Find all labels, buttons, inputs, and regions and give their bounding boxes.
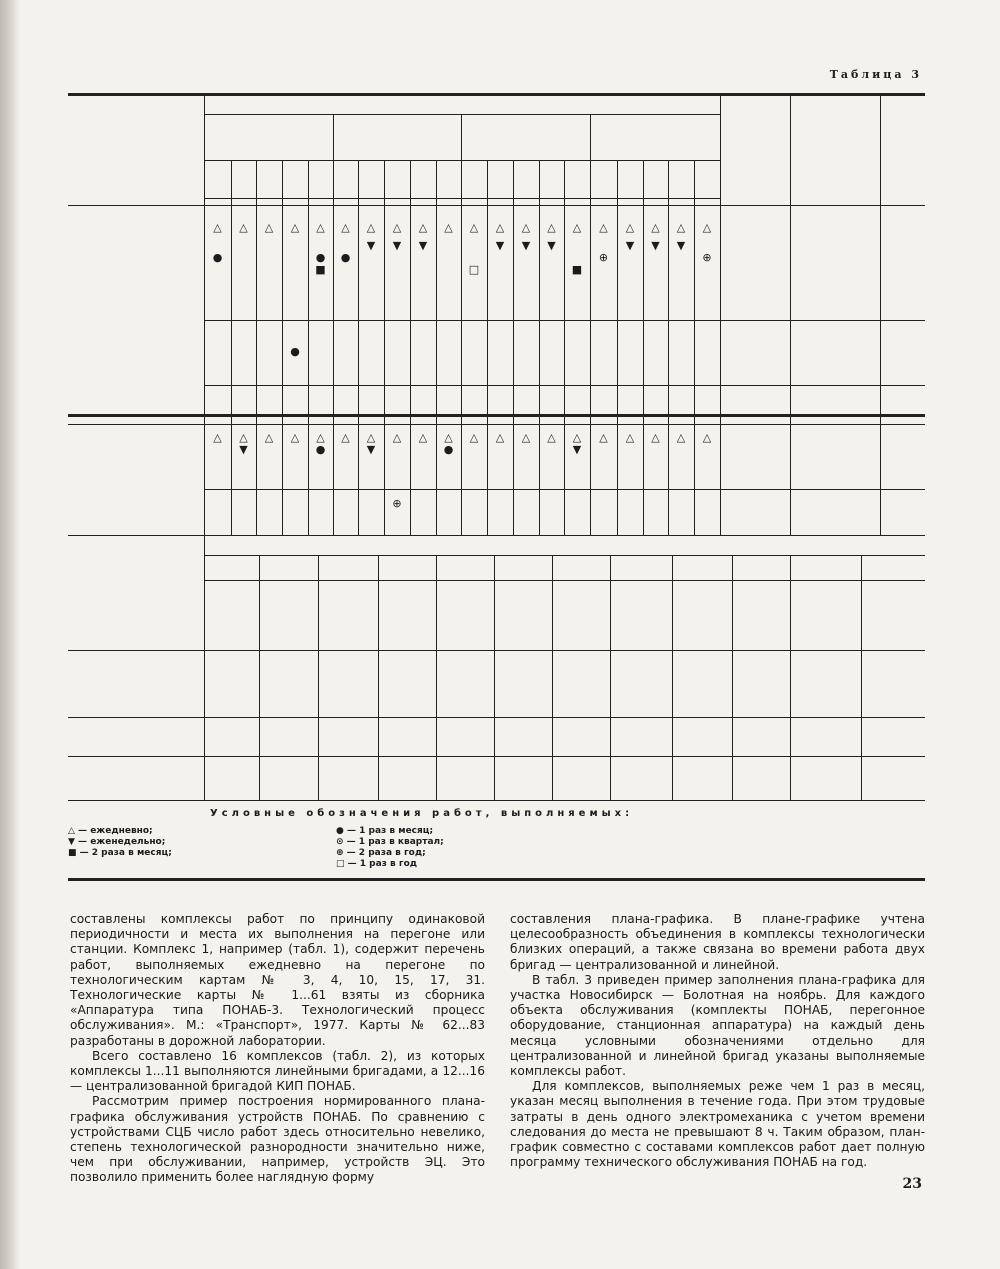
schedule-mark-icon: △ <box>469 221 479 234</box>
schedule-mark-icon: △ <box>495 221 505 234</box>
header-day <box>282 162 308 196</box>
schedule-mark-icon: △ <box>392 431 402 444</box>
page-number: 23 <box>902 1176 922 1192</box>
table-rule <box>68 650 925 651</box>
table-rule <box>68 535 925 536</box>
schedule-mark-icon: △ <box>290 431 300 444</box>
schedule-mark-icon: ■ <box>315 263 326 276</box>
table-rule <box>694 160 695 535</box>
labor-value <box>610 695 672 709</box>
schedule-mark-icon: ▼ <box>418 239 428 252</box>
schedule-mark-icon: ⊕ <box>392 497 402 510</box>
schedule-mark-icon: △ <box>418 431 428 444</box>
schedule-mark-icon: △ <box>521 221 531 234</box>
table-rule <box>68 205 925 206</box>
table-section-rule <box>68 414 925 417</box>
labor-month <box>318 557 378 579</box>
labor-value <box>552 628 610 642</box>
header-complexes <box>790 95 880 203</box>
labor-value <box>204 772 259 786</box>
labor-value <box>861 731 925 745</box>
labor-value <box>436 695 494 709</box>
table-rule <box>861 555 862 800</box>
table-rule <box>436 160 437 535</box>
schedule-mark-icon: △ <box>572 221 582 234</box>
labor-value <box>861 772 925 786</box>
paragraph: Для комплексов, выполняемых реже чем 1 раз в месяц, указан месяц выполнения в течение года. При этом трудовые затраты в день одного электромеханика с учетом времени следования до места не превышают 8 ч. Таким образом, план-график совместно с составами комплексов работ дает полную программу технического обслуживания ПОНАБ на год. <box>510 1079 925 1170</box>
schedule-mark-icon: △ <box>651 221 660 234</box>
executor-cb-1 <box>880 345 925 359</box>
header-day <box>358 162 384 196</box>
legend-item: □ — 1 раз в год <box>336 859 418 869</box>
table-rule <box>204 555 925 556</box>
labor-value <box>790 695 861 709</box>
labor-value <box>259 628 318 642</box>
book-spine-shadow <box>0 0 20 1269</box>
object-ponab <box>68 212 204 246</box>
schedule-mark-icon: ⊕ <box>702 251 712 264</box>
table-rule <box>318 555 319 800</box>
table-rule <box>672 555 673 800</box>
paragraph: Рассмотрим пример построения нормированного плана-графика обслуживания устройств ПОНАБ. По сравнению с устройствами СЦБ число работ здесь относительно невелико, степень технологической разнородности значительно ниже, чем при обслуживании, например, устройств ЭЦ. Это позволило применить более наглядную форму <box>70 1094 485 1185</box>
table-caption: Таблица 3 <box>829 68 922 81</box>
schedule-mark-icon: △ <box>264 221 274 234</box>
table-rule <box>564 160 565 535</box>
labor-value <box>790 731 861 745</box>
labor-value <box>732 731 790 745</box>
schedule-mark-icon: △ <box>625 431 635 444</box>
labor-month <box>610 557 672 579</box>
labor-month <box>378 557 436 579</box>
labor-value <box>318 731 378 745</box>
labor-value <box>378 628 436 642</box>
table-rule <box>643 160 644 535</box>
schedule-mark-icon: ▼ <box>366 239 376 252</box>
schedule-mark-icon: ● <box>315 443 326 456</box>
schedule-mark-icon: △ <box>572 431 582 444</box>
header-week <box>204 116 333 158</box>
schedule-mark-icon: △ <box>599 221 608 234</box>
labor-month <box>672 557 732 579</box>
header-designation <box>720 95 790 203</box>
labor-value <box>318 695 378 709</box>
schedule-mark-icon: ▼ <box>572 443 582 456</box>
labor-value <box>378 731 436 745</box>
header-day <box>668 162 694 196</box>
table-rule <box>358 160 359 535</box>
table-rule <box>790 555 791 800</box>
labor-value <box>790 628 861 642</box>
labor-value <box>552 695 610 709</box>
table-rule <box>333 160 334 535</box>
labor-month <box>732 557 790 579</box>
schedule-mark-icon: △ <box>213 431 222 444</box>
schedule-mark-icon: △ <box>316 221 325 234</box>
paragraph: составления плана-графика. В плане-графике учтена целесообразность объединения в комплексы технологически близких операций, а также связана во времени работа двух бригад — централизованной и линейной. <box>510 912 925 972</box>
labor-month <box>204 557 259 579</box>
schedule-mark-icon: △ <box>676 431 686 444</box>
schedule-mark-icon: ● <box>212 251 223 264</box>
header-day <box>487 162 513 196</box>
paragraph: составлены комплексы работ по принципу одинаковой периодичности и места их выполнения на перегоне или станции. Комплекс 1, например (табл. 1), содержит перечень работ, выполняемых ежедневно на перегоне по технологическим картам № 3, 4, 10, 15, 17, 31. Технологические карты № 1...61 взяты из сборника «Аппаратура типа ПОНАБ-3. Технологический процесс обслуживания». М.: «Транспорт», 1977. Карты № 62...83 разработаны в дорожной лаборатории. <box>70 912 485 1048</box>
labor-value <box>610 731 672 745</box>
labor-value <box>318 772 378 786</box>
table-rule <box>552 555 553 800</box>
schedule-mark-icon: △ <box>547 221 556 234</box>
table-rule <box>494 555 495 800</box>
labor-value <box>259 772 318 786</box>
designation-lb-2 <box>720 428 790 476</box>
object-receivers <box>68 446 204 480</box>
labor-value <box>259 695 318 709</box>
labor-month <box>259 557 318 579</box>
labor-value <box>552 772 610 786</box>
schedule-mark-icon: △ <box>366 221 376 234</box>
executor-lb-1 <box>880 228 925 242</box>
designation-cb-1 <box>720 332 790 372</box>
header-object <box>68 120 204 180</box>
schedule-mark-icon: ▼ <box>651 239 660 252</box>
complexes-cb-2 <box>790 497 880 523</box>
schedule-mark-icon: △ <box>651 431 660 444</box>
table-rule <box>610 555 611 800</box>
complexes-cb-1 <box>790 333 880 371</box>
schedule-mark-icon: △ <box>213 221 222 234</box>
schedule-mark-icon: △ <box>341 221 350 234</box>
executor-cb-2 <box>880 497 925 511</box>
labor-month <box>494 557 552 579</box>
legend-title: Условные обозначения работ, выполняемых: <box>210 808 634 819</box>
table-rule <box>308 160 309 535</box>
schedule-mark-icon: △ <box>625 221 635 234</box>
schedule-mark-icon: △ <box>444 431 453 444</box>
labor-value <box>378 772 436 786</box>
schedule-mark-icon: ⊕ <box>598 251 609 264</box>
labor-value <box>732 628 790 642</box>
labor-month <box>790 557 861 579</box>
labor-value <box>610 772 672 786</box>
schedule-mark-icon: △ <box>495 431 505 444</box>
table-rule <box>461 160 462 535</box>
header-day <box>333 162 358 196</box>
labor-value <box>790 772 861 786</box>
labor-value <box>436 731 494 745</box>
complexes-lb-2 <box>790 428 880 454</box>
schedule-mark-icon: ▼ <box>521 239 531 252</box>
legend-item: ⊙ — 1 раз в квартал; <box>336 837 444 847</box>
paragraph: Всего составлено 16 комплексов (табл. 2), из которых комплексы 1...11 выполняются линейными бригадами, а 12...16 — централизованной бригадой КИП ПОНАБ. <box>70 1048 485 1094</box>
labor-value <box>204 628 259 642</box>
table-rule <box>410 160 411 535</box>
header-weeks-title <box>204 95 720 113</box>
schedule-mark-icon: △ <box>316 431 325 444</box>
table-rule <box>590 160 591 535</box>
table-rule <box>436 555 437 800</box>
labor-value <box>732 772 790 786</box>
legend-item: ▼ — еженедельно; <box>68 837 166 847</box>
labor-month <box>436 557 494 579</box>
schedule-mark-icon: △ <box>599 431 608 444</box>
schedule-mark-icon: ● <box>315 251 326 264</box>
header-week <box>333 116 461 158</box>
labor-value <box>672 731 732 745</box>
schedule-mark-icon: ● <box>340 251 351 264</box>
header-day <box>436 162 461 196</box>
legend-item: ⊕ — 2 раза в год; <box>336 848 426 858</box>
schedule-mark-icon: △ <box>547 431 556 444</box>
header-day <box>231 162 256 196</box>
header-day <box>461 162 487 196</box>
labor-month <box>861 557 925 579</box>
labor-value <box>861 628 925 642</box>
labor-month <box>552 557 610 579</box>
schedule-mark-icon: △ <box>290 221 300 234</box>
labor-value <box>672 628 732 642</box>
labor-value <box>318 628 378 642</box>
labor-value <box>436 772 494 786</box>
labor-value <box>552 731 610 745</box>
executor-lb-2 <box>880 440 925 454</box>
header-executors <box>896 115 908 187</box>
header-day <box>643 162 668 196</box>
header-day <box>564 162 590 196</box>
schedule-mark-icon: △ <box>418 221 428 234</box>
labor-value <box>672 695 732 709</box>
table-rule <box>487 160 488 535</box>
table-bottom-rule <box>68 878 925 881</box>
paragraph: В табл. 3 приведен пример заполнения плана-графика для участка Новосибирск — Болотная на ноябрь. Для каждого объекта обслуживания (комплекты ПОНАБ, перегонное оборудование, станционная аппаратура) на каждый день месяца условными обозначениями отдельно для централизованной и линейной бригад указаны выполняемые комплексы работ. <box>510 972 925 1079</box>
text-column-right <box>510 912 925 1170</box>
table-rule <box>68 756 925 757</box>
schedule-mark-icon: ▼ <box>625 239 635 252</box>
schedule-mark-icon: △ <box>702 221 712 234</box>
labor-value <box>378 695 436 709</box>
schedule-mark-icon: △ <box>392 221 402 234</box>
table-rule <box>880 93 881 535</box>
schedule-mark-icon: △ <box>521 431 531 444</box>
schedule-mark-icon: ● <box>290 345 300 358</box>
table-rule <box>513 160 514 535</box>
header-day <box>539 162 564 196</box>
schedule-mark-icon: ▼ <box>239 443 248 456</box>
schedule-mark-icon: ▼ <box>495 239 505 252</box>
table-rule <box>668 160 669 535</box>
schedule-mark-icon: △ <box>264 431 274 444</box>
table-rule <box>259 555 260 800</box>
schedule-mark-icon: ▼ <box>366 443 376 456</box>
header-week <box>461 116 590 158</box>
designation-lb-1 <box>720 216 790 316</box>
schedule-mark-icon: ▼ <box>676 239 686 252</box>
table-rule <box>204 580 925 581</box>
legend-item: ■ — 2 раза в месяц; <box>68 848 172 858</box>
schedule-mark-icon: △ <box>676 221 686 234</box>
header-day <box>694 162 720 196</box>
table-rule <box>378 555 379 800</box>
header-day <box>513 162 539 196</box>
header-day <box>308 162 333 196</box>
table-rule <box>204 93 205 535</box>
labor-value <box>494 731 552 745</box>
header-week <box>590 116 720 158</box>
labor-value <box>861 695 925 709</box>
labor-value <box>494 772 552 786</box>
complexes-lb-1-extra <box>790 294 880 308</box>
schedule-mark-icon: △ <box>366 431 376 444</box>
table-rule <box>617 160 618 535</box>
labor-value <box>732 695 790 709</box>
schedule-mark-icon: ▼ <box>392 239 402 252</box>
labor-value <box>204 695 259 709</box>
header-day <box>384 162 410 196</box>
designation-cb-2 <box>720 497 790 523</box>
schedule-mark-icon: △ <box>341 431 350 444</box>
legend-item: ● — 1 раз в месяц; <box>336 826 434 836</box>
schedule-mark-icon: △ <box>469 431 479 444</box>
table-rule <box>231 160 232 535</box>
schedule-mark-icon: ■ <box>571 263 583 276</box>
header-day <box>590 162 617 196</box>
table-rule <box>68 717 925 718</box>
text-column-left <box>70 912 485 1186</box>
table-rule <box>384 160 385 535</box>
labor-value <box>204 731 259 745</box>
labor-value <box>610 628 672 642</box>
header-day <box>617 162 643 196</box>
table-rule <box>282 160 283 535</box>
header-day <box>204 162 231 196</box>
schedule-mark-icon: ● <box>443 443 454 456</box>
complexes-lb-1 <box>790 215 880 255</box>
labor-value <box>672 772 732 786</box>
schedule-mark-icon: △ <box>239 431 248 444</box>
schedule-mark-icon: □ <box>468 263 480 276</box>
schedule-mark-icon: △ <box>444 221 453 234</box>
schedule-mark-icon: ▼ <box>547 239 556 252</box>
table-rule <box>256 160 257 535</box>
header-day <box>256 162 282 196</box>
table-rule <box>732 555 733 800</box>
table-rule <box>539 160 540 535</box>
labor-value <box>494 628 552 642</box>
header-day <box>410 162 436 196</box>
legend-item: △ — ежедневно; <box>68 826 153 836</box>
labor-value <box>259 731 318 745</box>
labor-value <box>436 628 494 642</box>
schedule-mark-icon: △ <box>239 221 248 234</box>
schedule-mark-icon: △ <box>702 431 712 444</box>
labor-value <box>494 695 552 709</box>
table-rule <box>68 424 925 425</box>
table-rule <box>204 114 720 115</box>
table-rule <box>68 800 925 801</box>
labor-title <box>204 537 925 554</box>
